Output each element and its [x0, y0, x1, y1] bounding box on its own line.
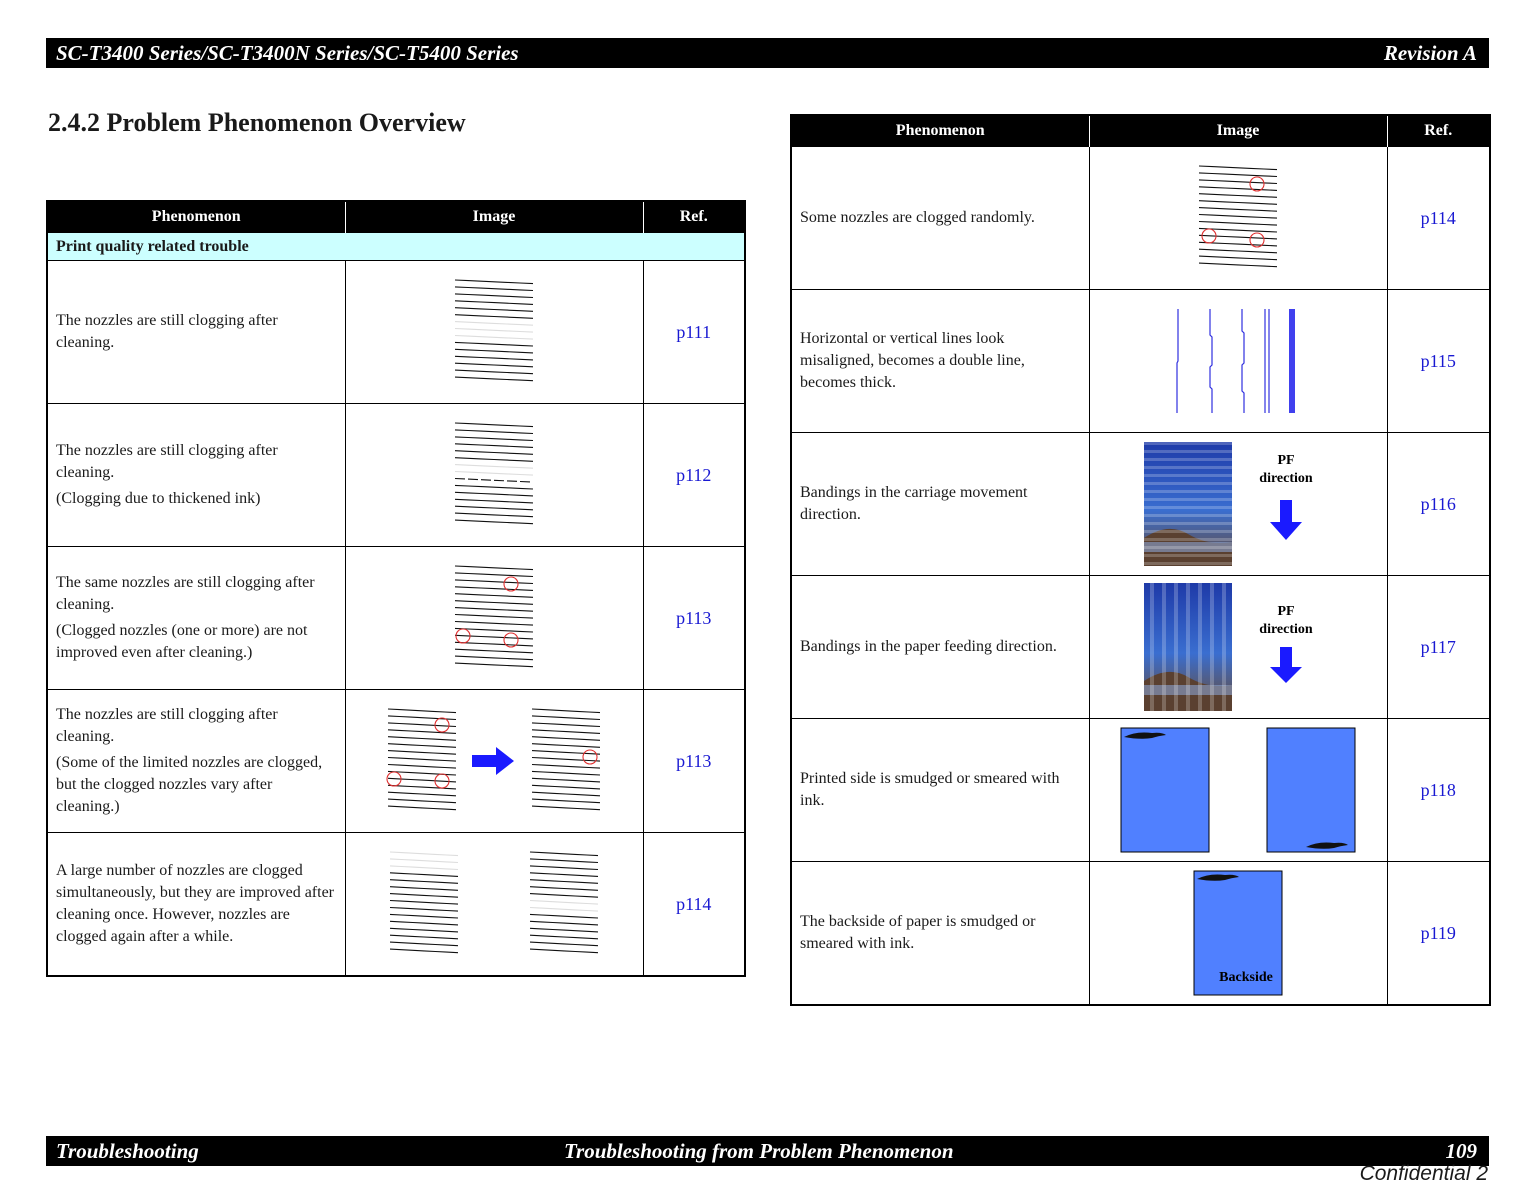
phenomenon-cell [791, 576, 1089, 719]
arrow-down-icon [1270, 500, 1302, 540]
phenomenon-text: Horizontal or vertical lines look misaligned, becomes a double line, becomes thick. [800, 330, 1025, 391]
ref-link[interactable]: p119 [1387, 862, 1490, 1006]
phenomenon-text: Printed side is smudged or smeared with ink. [800, 770, 1060, 809]
nozzle-line [455, 479, 533, 483]
nozzle-line [1199, 187, 1277, 191]
pf-direction-label: direction [1259, 471, 1313, 486]
page-header [46, 38, 1489, 68]
nozzle-line [455, 663, 533, 667]
col-phenomenon: Phenomenon [791, 115, 1089, 147]
nozzle-line [1199, 180, 1277, 184]
nozzle-line [1199, 194, 1277, 198]
nozzle-line [1199, 166, 1277, 170]
nozzle-line [455, 430, 533, 434]
clogged-nozzle-marker [1250, 177, 1264, 191]
nozzle-line [532, 778, 600, 782]
nozzle-line [390, 942, 458, 946]
nozzle-line [532, 723, 600, 727]
nozzle-line [532, 716, 600, 720]
nozzle-line [388, 792, 456, 796]
page-number: 109 [1445, 1139, 1477, 1163]
phenomenon-cell [47, 690, 345, 833]
nozzle-line [1199, 235, 1277, 239]
table-row [791, 290, 1490, 433]
phenomenon-cell [791, 147, 1089, 290]
nozzle-line [530, 949, 598, 953]
nozzle-line [530, 921, 598, 925]
phenomenon-cell [47, 261, 345, 404]
banded-photo [1144, 442, 1232, 566]
table-row [791, 147, 1490, 290]
misaligned-lines-pattern [1168, 305, 1308, 417]
nozzle-line [390, 928, 458, 932]
nozzle-line [1199, 222, 1277, 226]
nozzle-line [455, 499, 533, 503]
nozzle-line [455, 444, 533, 448]
col-ref: Ref. [643, 201, 745, 233]
ref-link[interactable]: p116 [1387, 433, 1490, 576]
table-row [791, 862, 1490, 1006]
nozzle-line [530, 873, 598, 877]
image-cell [345, 690, 643, 833]
nozzle-line [532, 785, 600, 789]
nozzle-check-before [382, 705, 462, 817]
table-row [47, 404, 745, 547]
nozzle-line [532, 709, 600, 713]
image-cell [1089, 147, 1387, 290]
nozzle-line [390, 894, 458, 898]
nozzle-line [455, 301, 533, 305]
nozzle-line [532, 730, 600, 734]
nozzle-line [455, 566, 533, 570]
ref-link[interactable]: p112 [643, 404, 745, 547]
nozzle-line [455, 287, 533, 291]
nozzle-line [532, 744, 600, 748]
nozzle-line [390, 914, 458, 918]
paper-sheet [1121, 728, 1209, 852]
banding-carriage-illustration [1138, 442, 1338, 566]
nozzle-line [530, 852, 598, 856]
nozzle-line [455, 363, 533, 367]
nozzle-line [388, 737, 456, 741]
phenomenon-text: Bandings in the carriage movement direction. [800, 484, 1028, 523]
before-after-pair [346, 848, 643, 960]
phenomenon-text: Bandings in the paper feeding direction. [800, 638, 1057, 655]
arrow-right-icon [472, 746, 516, 776]
nozzle-line [455, 451, 533, 455]
banded-photo [1144, 583, 1232, 711]
nozzle-check-pattern [1193, 162, 1283, 274]
ref-link[interactable]: p114 [643, 833, 745, 977]
clogged-nozzle-marker [583, 750, 597, 764]
image-cell [1089, 576, 1387, 719]
col-image: Image [345, 201, 643, 233]
nozzle-line [530, 908, 598, 912]
nozzle-line [532, 758, 600, 762]
phenomenon-text: The backside of paper is smudged or smeared with ink. [800, 913, 1036, 952]
phenomenon-text: A large number of nozzles are clogged simultaneously, but they are improved after cleaning once. However, nozzles are clogged again after a while. [56, 862, 334, 945]
backside-smudge-illustration [1192, 869, 1284, 997]
nozzle-line [455, 329, 533, 333]
phenomenon-cell [791, 862, 1089, 1006]
nozzle-line [388, 709, 456, 713]
nozzle-line [530, 901, 598, 905]
nozzle-line [455, 342, 533, 346]
nozzle-check-after [526, 705, 606, 817]
image-cell [1089, 290, 1387, 433]
nozzle-line [455, 649, 533, 653]
phenomenon-note: (Clogging due to thickened ink) [56, 490, 261, 507]
nozzle-line [455, 315, 533, 319]
pf-direction-label: direction [1259, 622, 1313, 637]
footer-chapter: Troubleshooting [56, 1139, 199, 1163]
section-row [47, 233, 745, 261]
nozzle-line [455, 322, 533, 326]
nozzle-line [455, 280, 533, 284]
table-row [791, 433, 1490, 576]
phenomenon-cell [791, 719, 1089, 862]
page-footer [46, 1136, 1489, 1166]
nozzle-line [530, 887, 598, 891]
phenomenon-text: The same nozzles are still clogging after cleaning. [56, 574, 315, 613]
nozzle-line [1199, 201, 1277, 205]
ref-link[interactable]: p113 [643, 547, 745, 690]
section-row-label: Print quality related trouble [47, 233, 745, 261]
nozzle-line [390, 935, 458, 939]
col-ref: Ref. [1387, 115, 1490, 147]
phenomenon-text: The nozzles are still clogging after cleaning. [56, 706, 278, 745]
nozzle-line [530, 880, 598, 884]
banding-paper-feed-illustration [1138, 583, 1338, 711]
nozzle-line [530, 928, 598, 932]
phenomenon-cell [47, 547, 345, 690]
ref-link[interactable]: p114 [1387, 147, 1490, 290]
nozzle-line [388, 799, 456, 803]
image-cell [345, 547, 643, 690]
image-cell [1089, 862, 1387, 1006]
nozzle-line [530, 866, 598, 870]
nozzle-line [455, 437, 533, 441]
nozzle-check-before [384, 848, 464, 960]
nozzle-line [390, 949, 458, 953]
nozzle-line [530, 894, 598, 898]
nozzle-line [388, 751, 456, 755]
backside-label: Backside [1219, 970, 1273, 985]
nozzle-line [530, 859, 598, 863]
image-cell [1089, 719, 1387, 862]
nozzle-line [455, 349, 533, 353]
nozzle-line [455, 573, 533, 577]
image-cell [345, 261, 643, 404]
phenomenon-text: The nozzles are still clogging after cleaning. [56, 312, 278, 351]
phenomenon-text: The nozzles are still clogging after cleaning. [56, 442, 278, 481]
nozzle-line [455, 506, 533, 510]
nozzle-check-pattern [449, 276, 539, 388]
nozzle-line [530, 942, 598, 946]
nozzle-line [532, 765, 600, 769]
phenomenon-cell [47, 404, 345, 547]
nozzle-line [1199, 208, 1277, 212]
section-title: 2.4.2 Problem Phenomenon Overview [48, 108, 466, 137]
table-row [791, 719, 1490, 862]
printed-side-smudge-illustration [1118, 727, 1358, 853]
table-row [47, 547, 745, 690]
nozzle-line [388, 778, 456, 782]
nozzle-line [390, 873, 458, 877]
nozzle-check-pattern [449, 419, 539, 531]
nozzle-line [455, 580, 533, 584]
nozzle-line [455, 377, 533, 381]
nozzle-line [532, 771, 600, 775]
ref-link[interactable]: p118 [1387, 719, 1490, 862]
arrow-down-icon [1270, 647, 1302, 683]
nozzle-line [388, 758, 456, 762]
table-row [47, 261, 745, 404]
nozzle-check-pattern [449, 562, 539, 674]
nozzle-line [390, 866, 458, 870]
nozzle-line [532, 737, 600, 741]
nozzle-line [532, 751, 600, 755]
image-cell [345, 833, 643, 977]
nozzle-line [455, 492, 533, 496]
confidential-label: Confidential 2 [1359, 1162, 1488, 1185]
nozzle-line [390, 901, 458, 905]
nozzle-line [455, 356, 533, 360]
nozzle-line [390, 921, 458, 925]
nozzle-line [455, 485, 533, 489]
nozzle-line [1199, 173, 1277, 177]
phenomenon-text: Some nozzles are clogged randomly. [800, 209, 1035, 226]
nozzle-line [530, 935, 598, 939]
ref-link[interactable]: p111 [643, 261, 745, 404]
nozzle-line [455, 587, 533, 591]
paper-sheet [1267, 728, 1355, 852]
nozzle-line [532, 792, 600, 796]
phenomenon-note: (Clogged nozzles (one or more) are not improved even after cleaning.) [56, 622, 308, 661]
table-header-row [47, 201, 745, 233]
nozzle-line [455, 635, 533, 639]
nozzle-line [455, 336, 533, 340]
nozzle-line [390, 908, 458, 912]
image-cell [345, 404, 643, 547]
nozzle-line [390, 859, 458, 863]
nozzle-line [455, 656, 533, 660]
col-phenomenon: Phenomenon [47, 201, 345, 233]
nozzle-line [455, 594, 533, 598]
nozzle-check-after [524, 848, 604, 960]
phenomenon-cell [791, 433, 1089, 576]
nozzle-line [455, 615, 533, 619]
pf-label: PF [1277, 453, 1295, 468]
phenomenon-note: (Some of the limited nozzles are clogged, but the clogged nozzles vary after cleaning.) [56, 754, 323, 815]
nozzle-line [455, 622, 533, 626]
phenomenon-table-left [46, 200, 746, 977]
nozzle-line [1199, 215, 1277, 219]
nozzle-line [455, 513, 533, 517]
nozzle-line [532, 806, 600, 810]
header-model: SC-T3400 Series/SC-T3400N Series/SC-T5400 Series [56, 41, 519, 65]
nozzle-line [1199, 256, 1277, 260]
table-header-row [791, 115, 1490, 147]
nozzle-line [455, 458, 533, 462]
phenomenon-table-right [790, 114, 1491, 1006]
before-after-pair [346, 705, 643, 817]
nozzle-line [455, 370, 533, 374]
table-row [791, 576, 1490, 719]
phenomenon-cell [47, 833, 345, 977]
nozzle-line [455, 642, 533, 646]
table-row [47, 833, 745, 977]
nozzle-line [390, 852, 458, 856]
nozzle-line [455, 520, 533, 524]
nozzle-line [388, 744, 456, 748]
nozzle-line [390, 880, 458, 884]
nozzle-line [455, 465, 533, 469]
nozzle-line [532, 799, 600, 803]
ref-link[interactable]: p117 [1387, 576, 1490, 719]
col-image: Image [1089, 115, 1387, 147]
nozzle-line [455, 608, 533, 612]
nozzle-line [388, 723, 456, 727]
image-cell [1089, 433, 1387, 576]
table-row [47, 690, 745, 833]
nozzle-line [455, 472, 533, 476]
nozzle-line [1199, 249, 1277, 253]
header-revision: Revision A [1383, 41, 1477, 65]
ref-link[interactable]: p115 [1387, 290, 1490, 433]
nozzle-line [455, 308, 533, 312]
ref-link[interactable]: p113 [643, 690, 745, 833]
nozzle-line [455, 601, 533, 605]
nozzle-line [455, 294, 533, 298]
nozzle-line [388, 806, 456, 810]
nozzle-line [530, 914, 598, 918]
nozzle-line [388, 765, 456, 769]
nozzle-line [1199, 263, 1277, 267]
footer-section: Troubleshooting from Problem Phenomenon [564, 1139, 954, 1163]
pf-label: PF [1277, 604, 1295, 619]
phenomenon-cell [791, 290, 1089, 433]
nozzle-line [390, 887, 458, 891]
nozzle-line [455, 423, 533, 427]
